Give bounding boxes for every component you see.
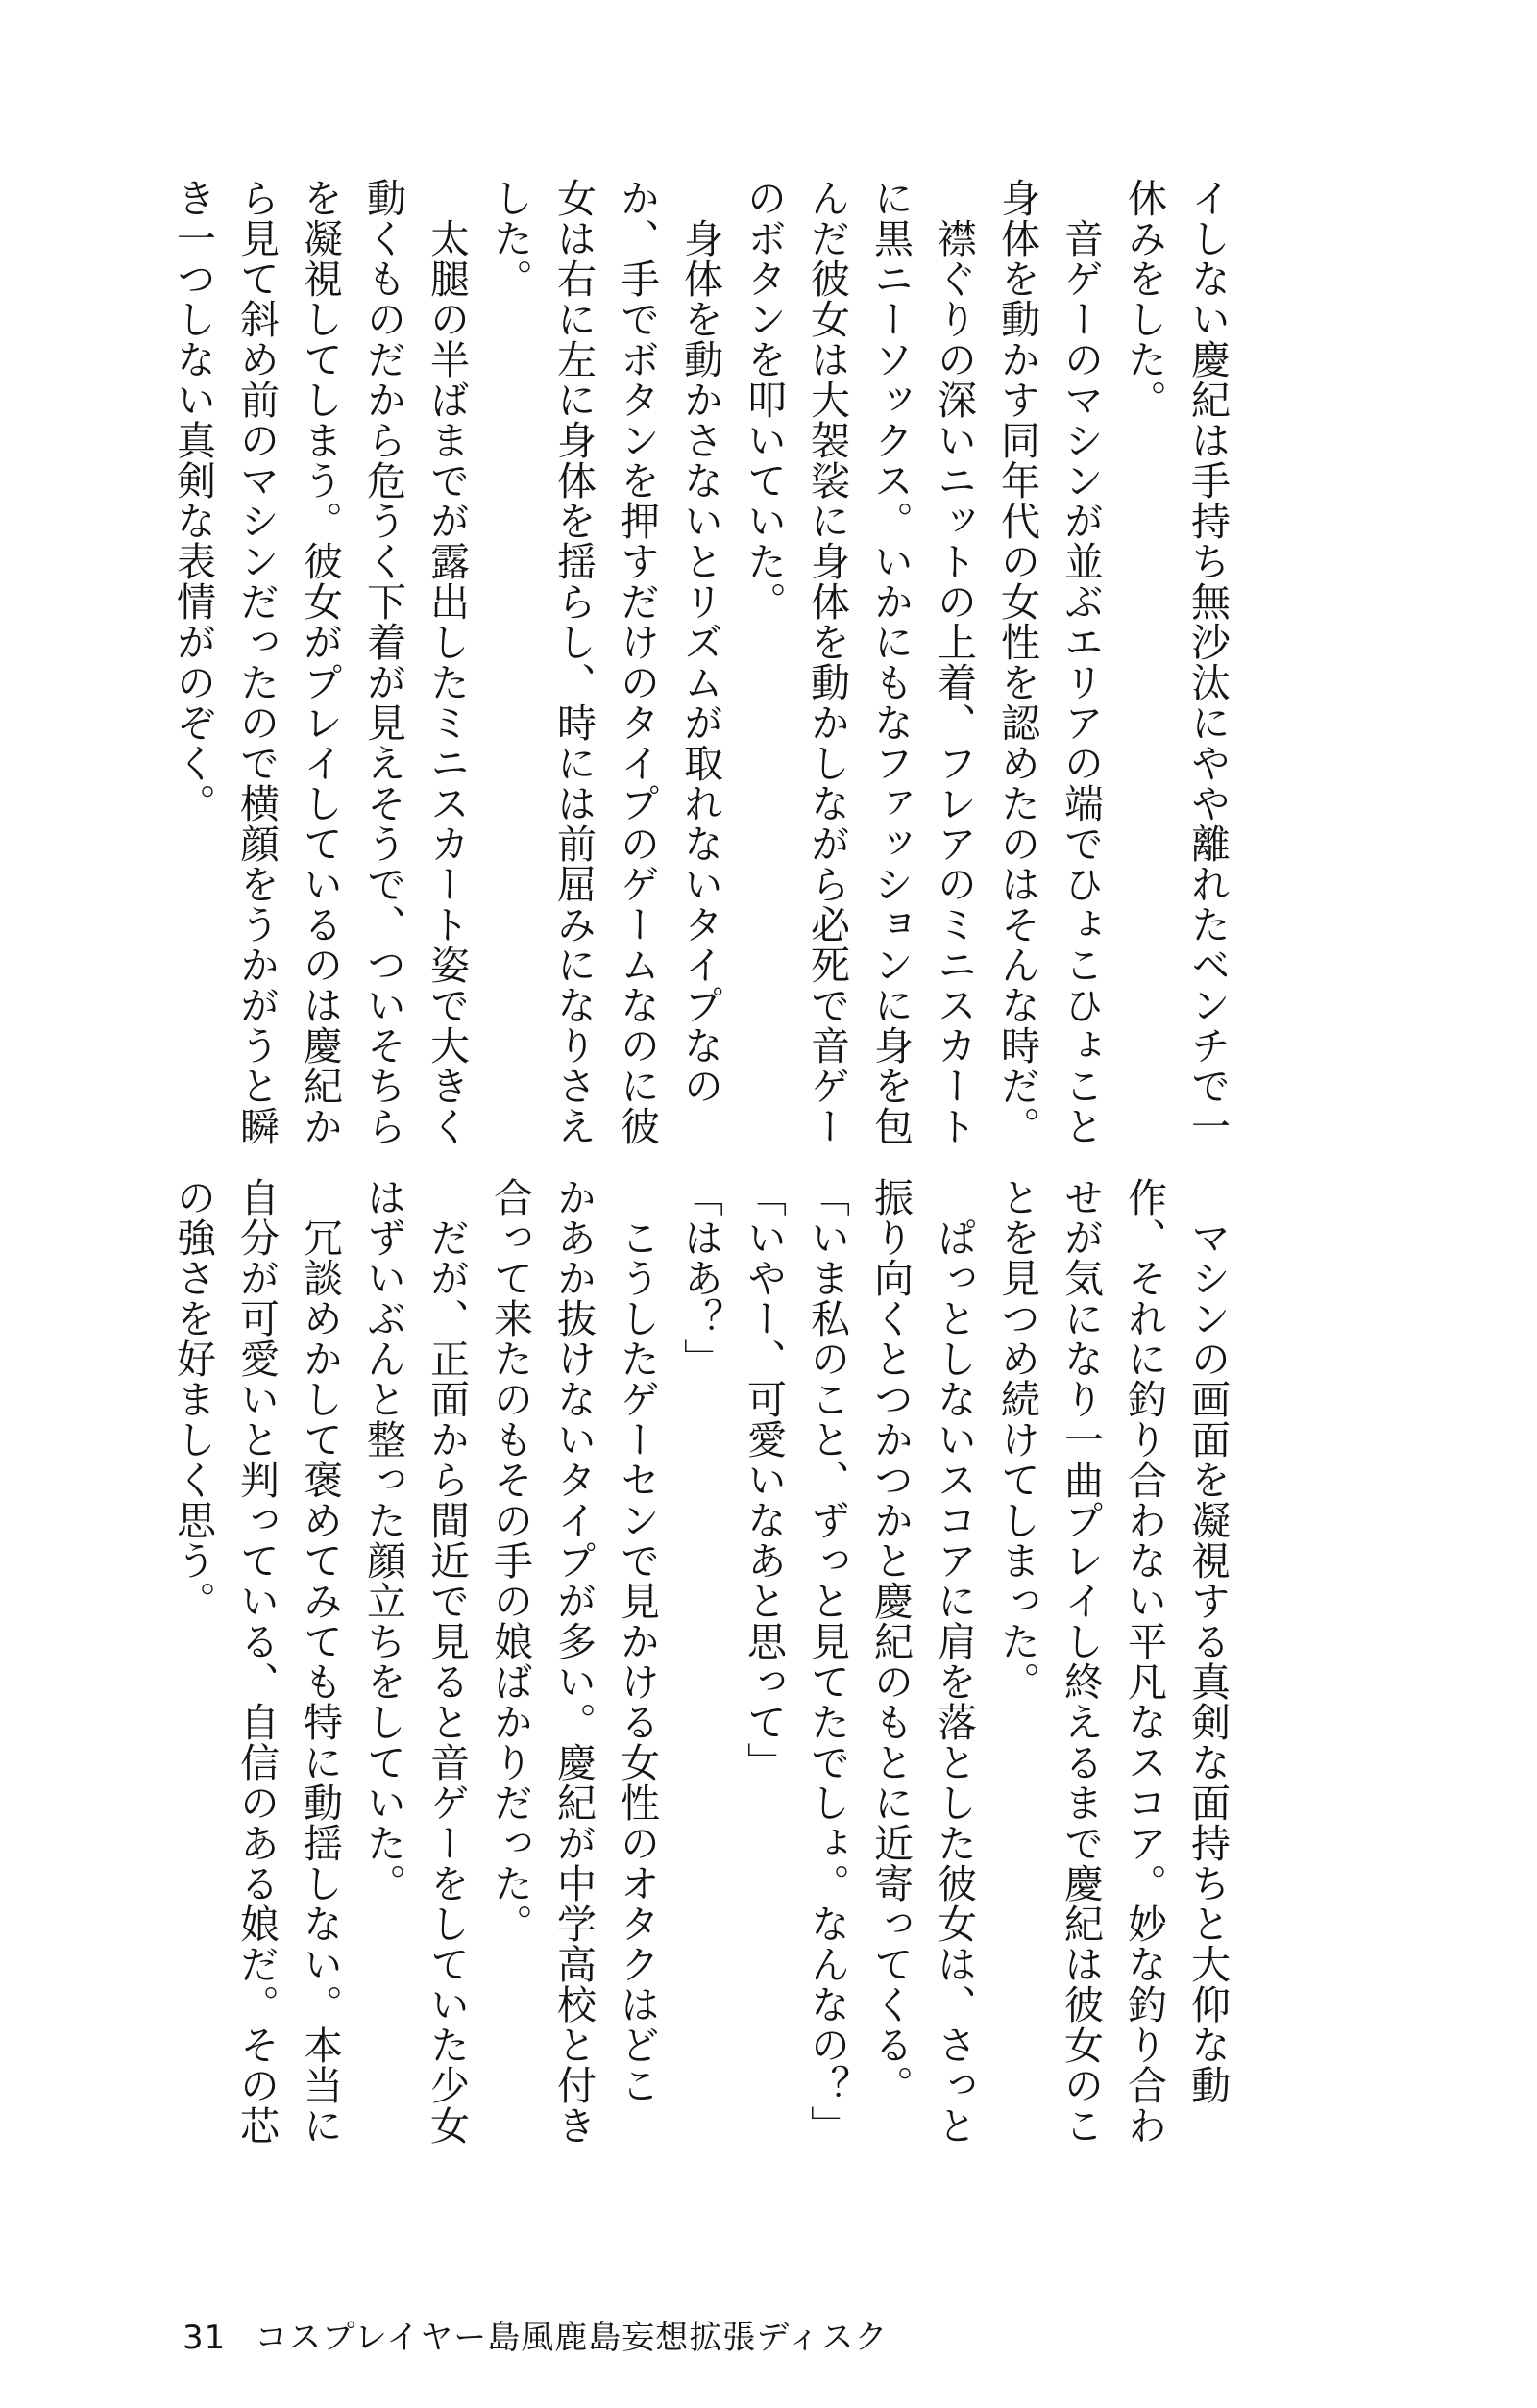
text-line: に黒ニーソックス。いかにもなファッションに身を包 bbox=[867, 178, 914, 1146]
text-line: の強さを好ましく思う。 bbox=[170, 1177, 216, 1621]
text-line: 動くものだから危うく下着が見えそうで、ついそちら bbox=[360, 178, 406, 1146]
text-line: だが、正面から間近で見ると音ゲーをしていた少女 bbox=[424, 1177, 470, 2146]
text-line: 「いま私のこと、ずっと見てたでしょ。なんなの？」 bbox=[804, 1177, 850, 2146]
text-line: 身体を動かさないとリズムが取れないタイプなの bbox=[677, 178, 723, 1106]
text-line: 音ゲーのマシンが並ぶエリアの端でひょこひょこと bbox=[1058, 178, 1104, 1146]
book-title: コスプレイヤー島風鹿島妄想拡張ディスク bbox=[255, 2319, 889, 2357]
text-line: か、手でボタンを押すだけのタイプのゲームなのに彼 bbox=[614, 178, 660, 1146]
text-line: 作、それに釣り合わない平凡なスコア。妙な釣り合わ bbox=[1121, 1177, 1167, 2146]
text-line: した。 bbox=[487, 178, 533, 299]
text-line: 身体を動かす同年代の女性を認めたのはそんな時だ。 bbox=[994, 178, 1040, 1146]
text-line: せが気になり一曲プレイし終えるまで慶紀は彼女のこ bbox=[1058, 1177, 1104, 2146]
text-line: 「いやー、可愛いなあと思って」 bbox=[741, 1177, 787, 1782]
text-line: イしない慶紀は手持ち無沙汰にやや離れたベンチで一 bbox=[1184, 178, 1231, 1146]
text-line: 女は右に左に身体を揺らし、時には前屈みになりさえ bbox=[550, 178, 597, 1146]
text-line: ら見て斜め前のマシンだったので横顔をうかがうと瞬 bbox=[233, 178, 280, 1146]
text-line: を凝視してしまう。彼女がプレイしているのは慶紀か bbox=[297, 178, 343, 1146]
text-line: とを見つめ続けてしまった。 bbox=[994, 1177, 1040, 1702]
text-line: 冗談めかして褒めてみても特に動揺しない。本当に bbox=[297, 1177, 343, 2146]
text-line: 自分が可愛いと判っている、自信のある娘だ。その芯 bbox=[233, 1177, 280, 2146]
text-block-upper bbox=[170, 178, 1239, 1158]
text-line: のボタンを叩いていた。 bbox=[741, 178, 787, 622]
text-line: こうしたゲーセンで見かける女性のオタクはどこ bbox=[614, 1177, 660, 2105]
text-line: んだ彼女は大袈裟に身体を動かしながら必死で音ゲー bbox=[804, 178, 850, 1146]
text-line: き一つしない真剣な表情がのぞく。 bbox=[170, 178, 216, 823]
text-line: 太腿の半ばまでが露出したミニスカート姿で大きく bbox=[424, 178, 470, 1146]
text-line: はずいぶんと整った顔立ちをしていた。 bbox=[360, 1177, 406, 1904]
text-line: 休みをした。 bbox=[1121, 178, 1167, 420]
text-line: ぱっとしないスコアに肩を落とした彼女は、さっと bbox=[931, 1177, 977, 2146]
text-line: マシンの画面を凝視する真剣な面持ちと大仰な動 bbox=[1184, 1177, 1231, 2105]
text-line: 振り向くとつかつかと慶紀のもとに近寄ってくる。 bbox=[867, 1177, 914, 2105]
text-line: かあか抜けないタイプが多い。慶紀が中学高校と付き bbox=[550, 1177, 597, 2146]
text-line: 襟ぐりの深いニットの上着、フレアのミニスカート bbox=[931, 178, 977, 1146]
text-line: 「はあ？」 bbox=[677, 1177, 723, 1379]
text-line: 合って来たのもその手の娘ばかりだった。 bbox=[487, 1177, 533, 1944]
page-footer bbox=[183, 2311, 888, 2358]
text-block-lower bbox=[170, 1177, 1239, 2157]
page-number: 31 bbox=[183, 2319, 227, 2357]
